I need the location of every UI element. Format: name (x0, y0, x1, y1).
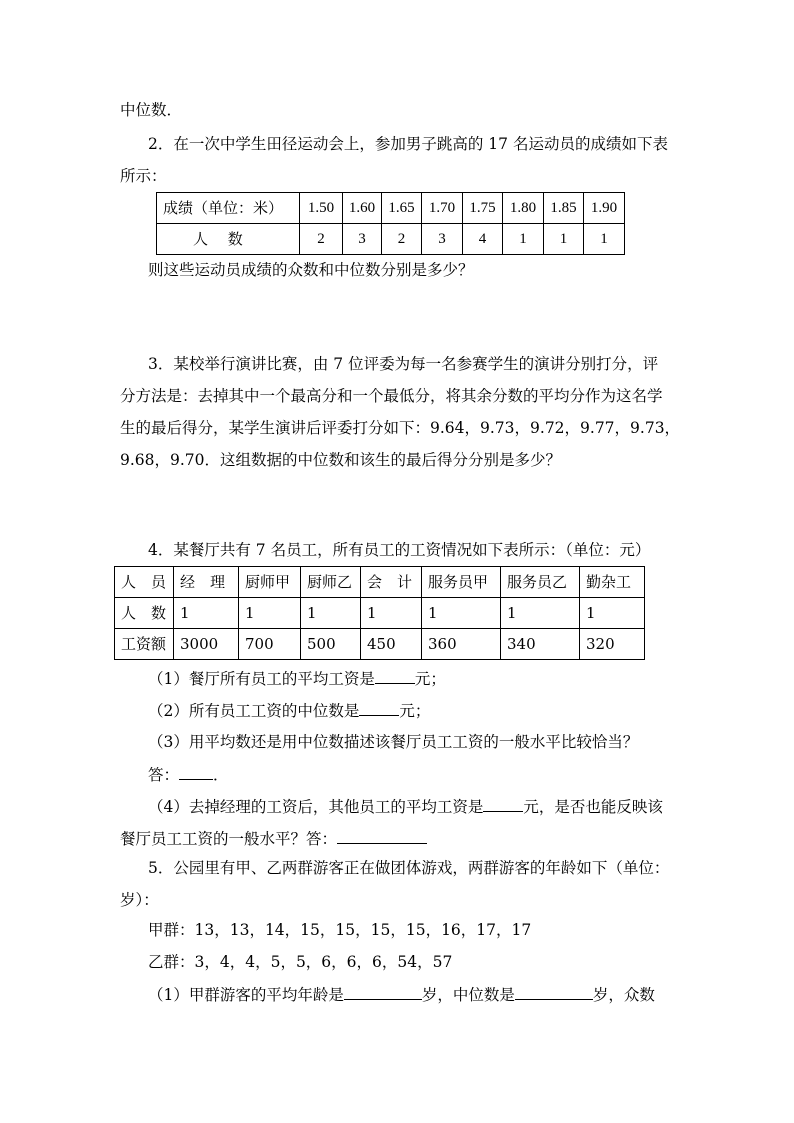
table-cell: 340 (501, 629, 580, 660)
text-line (120, 828, 427, 849)
question-3-line: 3．某校举行演讲比赛，由 7 位评委为每一名参赛学生的演讲分别打分，评 (148, 355, 659, 373)
table-header-cell: 人 数 (157, 224, 300, 255)
table-cell: 1 (580, 598, 645, 629)
table-cell: 500 (301, 629, 361, 660)
wage-table (114, 566, 645, 660)
text-line: 分方法是：去掉其中一个最高分和一个最低分，将其余分数的平均分作为这名学 (120, 387, 663, 405)
text-line: 中位数． (120, 101, 183, 119)
table-cell: 1 (239, 598, 301, 629)
table-cell: 4 (463, 224, 503, 255)
question-2-line: 2．在一次中学生田径运动会上，参加男子跳高的 17 名运动员的成绩如下表 (148, 135, 668, 153)
table-cell: 人 数 (115, 598, 174, 629)
table-cell: 1 (174, 598, 239, 629)
table-header-cell: 厨师乙 (301, 567, 361, 598)
table-header-cell: 服务员乙 (501, 567, 580, 598)
text: 元，是否也能反映该 (523, 798, 663, 816)
table-header-cell: 服务员甲 (422, 567, 501, 598)
jump-results-table (156, 192, 625, 255)
table-cell: 1.80 (503, 193, 544, 224)
text: 元； (399, 702, 431, 720)
table-cell: 1 (301, 598, 361, 629)
table-cell: 1 (584, 224, 625, 255)
answer-blank[interactable] (344, 984, 422, 1000)
table-cell: 450 (361, 629, 422, 660)
sub-question-2 (148, 700, 430, 721)
answer-blank[interactable] (359, 700, 399, 716)
text: ． (213, 766, 229, 784)
text: （2）所有员工工资的中位数是 (148, 702, 360, 720)
table-cell: 1.65 (382, 193, 422, 224)
table-cell: 1 (544, 224, 584, 255)
table-cell: 1 (503, 224, 544, 255)
table-cell: 1 (361, 598, 422, 629)
table-cell: 1.75 (463, 193, 503, 224)
answer-line (148, 764, 229, 785)
table-cell: 3 (422, 224, 463, 255)
text: 答： (148, 766, 180, 784)
group-a-ages: 甲群：13，13，14，15，15，15，15，16，17，17 (148, 921, 532, 939)
table-cell: 3 (343, 224, 382, 255)
answer-blank[interactable] (375, 668, 415, 684)
group-b-ages: 乙群：3，4，4，5，5，6，6，6，54，57 (148, 953, 453, 971)
table-header-cell: 人 员 (115, 567, 174, 598)
text: 餐厅员工工资的一般水平？答： (120, 830, 338, 848)
table-row (115, 629, 645, 660)
table-cell: 1.85 (544, 193, 584, 224)
table-cell: 1.60 (343, 193, 382, 224)
table-cell: 1 (501, 598, 580, 629)
table-row (115, 567, 645, 598)
table-row (115, 598, 645, 629)
table-cell: 3000 (174, 629, 239, 660)
sub-question-5-1 (148, 984, 655, 1005)
table-row (157, 193, 625, 224)
text: 岁，众数 (592, 986, 655, 1004)
answer-blank[interactable] (179, 764, 213, 780)
table-cell: 工资额 (115, 629, 174, 660)
sub-question-1 (148, 668, 446, 689)
text-line: 岁）： (120, 891, 159, 909)
table-header-cell: 经 理 (174, 567, 239, 598)
text: （4）去掉经理的工资后，其他员工的平均工资是 (148, 798, 484, 816)
text-line: 则这些运动员成绩的众数和中位数分别是多少？ (148, 261, 474, 279)
answer-blank[interactable] (483, 796, 523, 812)
table-cell: 1 (422, 598, 501, 629)
table-header-cell: 会 计 (361, 567, 422, 598)
table-cell: 1.50 (300, 193, 343, 224)
table-cell: 320 (580, 629, 645, 660)
text: （1）甲群游客的平均年龄是 (148, 986, 344, 1004)
question-5-line: 5．公园里有甲、乙两群游客正在做团体游戏，两群游客的年龄如下（单位： (148, 859, 670, 877)
text-line: 所示： (120, 167, 167, 185)
table-cell: 2 (382, 224, 422, 255)
table-row (157, 224, 625, 255)
table-header-cell: 勤杂工 (580, 567, 645, 598)
table-cell: 2 (300, 224, 343, 255)
text: 岁，中位数是 (421, 986, 515, 1004)
table-cell: 360 (422, 629, 501, 660)
sub-question-3: （3）用平均数还是用中位数描述该餐厅员工工资的一般水平比较恰当？ (148, 733, 639, 751)
table-cell: 1.70 (422, 193, 463, 224)
text-line: 9.68，9.70．这组数据的中位数和该生的最后得分分别是多少？ (120, 451, 562, 469)
table-cell: 700 (239, 629, 301, 660)
table-header-cell: 成绩（单位：米） (157, 193, 300, 224)
question-4-line: 4．某餐厅共有 7 名员工，所有员工的工资情况如下表所示：（单位：元） (148, 541, 651, 559)
text: （1）餐厅所有员工的平均工资是 (148, 670, 375, 688)
table-cell: 1.90 (584, 193, 625, 224)
answer-blank[interactable] (515, 984, 593, 1000)
text: 元； (414, 670, 446, 688)
text-line: 生的最后得分，某学生演讲后评委打分如下：9.64，9.73，9.72，9.77，9.73， (120, 419, 681, 437)
answer-blank[interactable] (337, 828, 427, 844)
table-header-cell: 厨师甲 (239, 567, 301, 598)
sub-question-4 (148, 796, 663, 817)
